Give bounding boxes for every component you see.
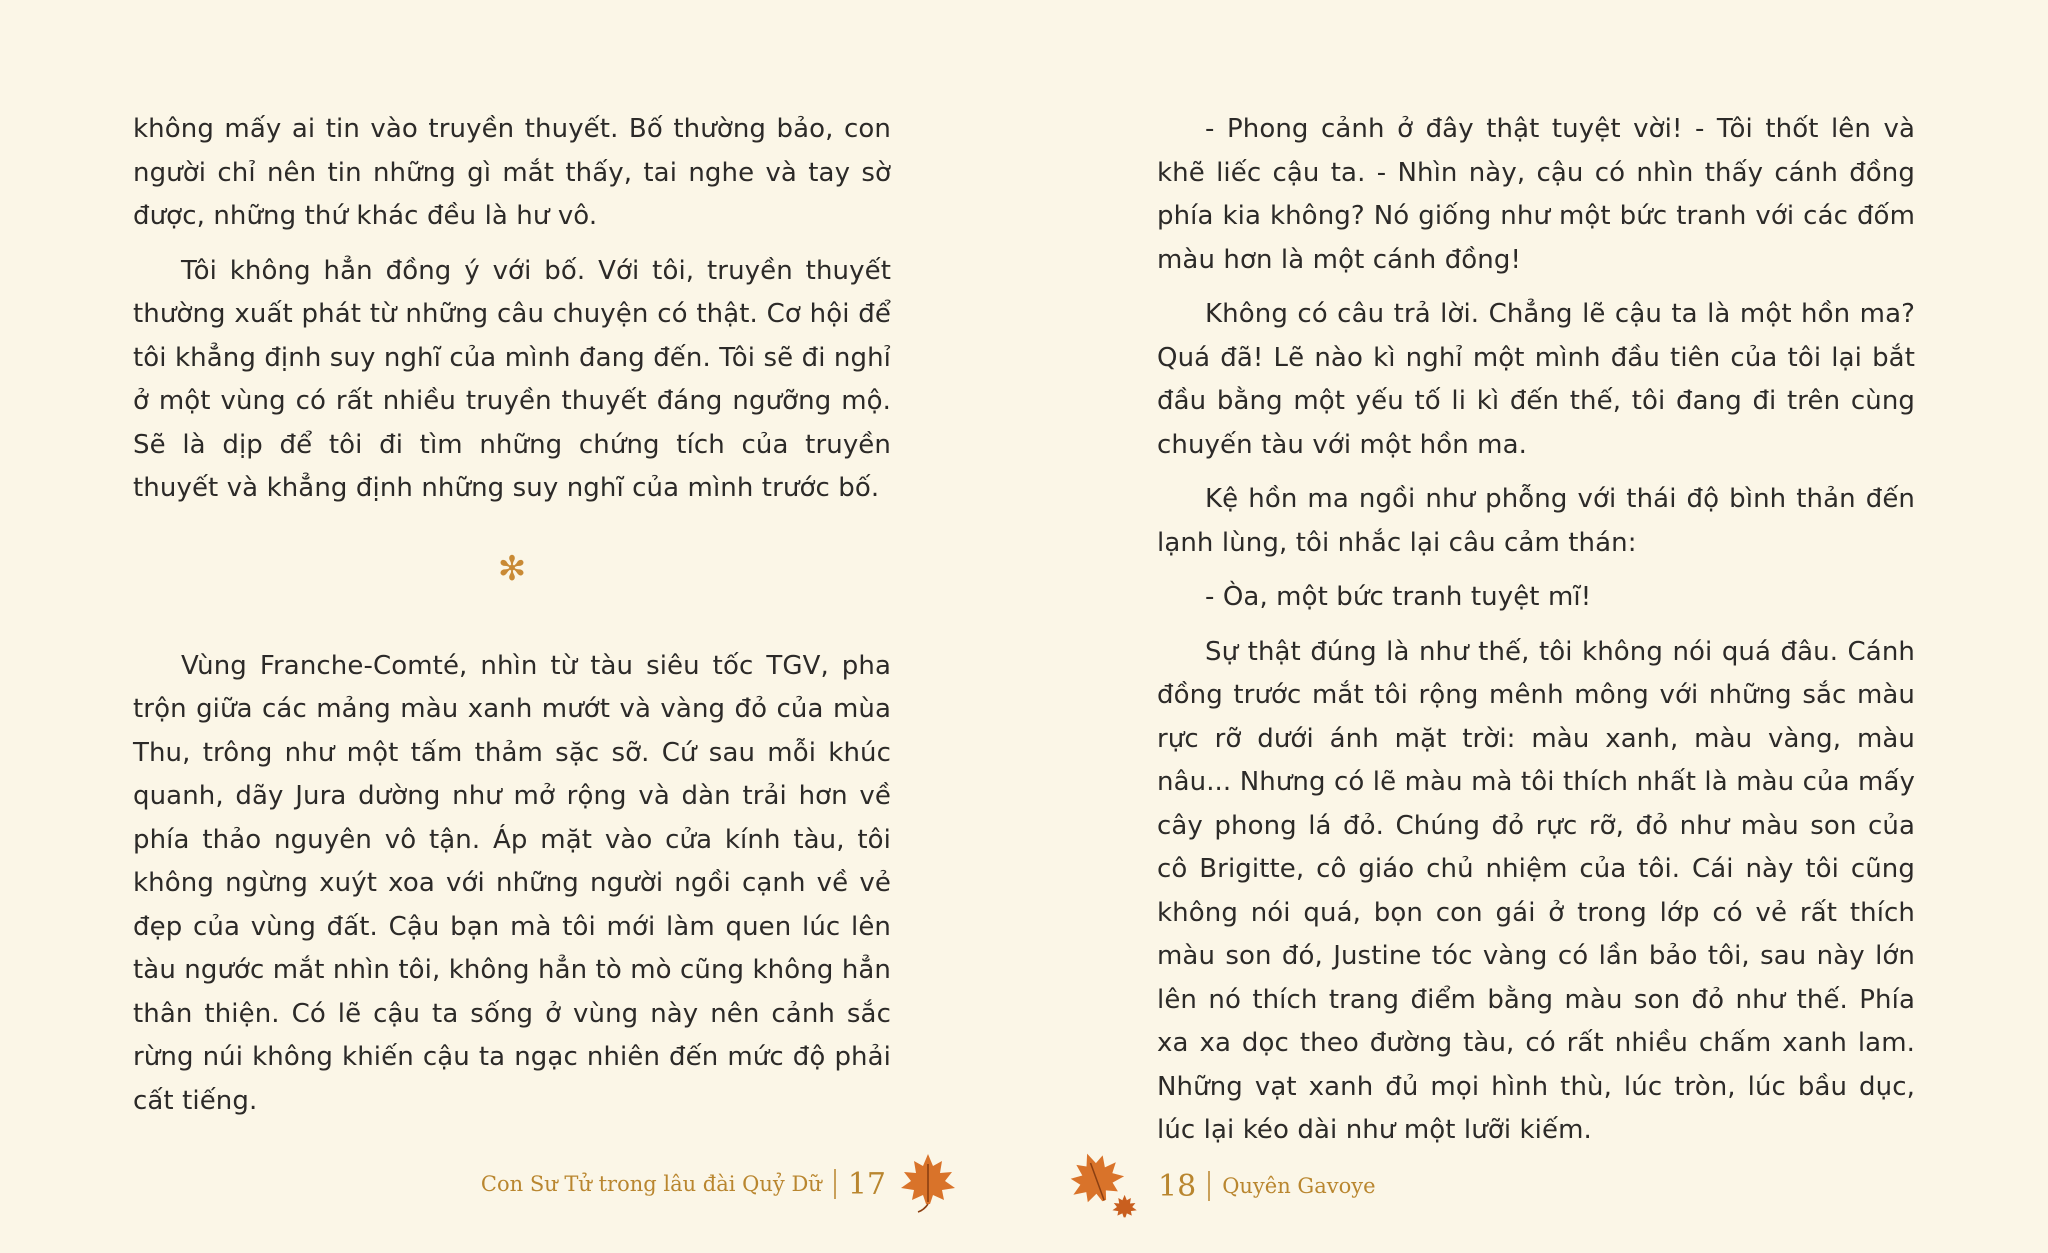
- divider: [834, 1169, 836, 1199]
- author-name: Quyên Gavoye: [1222, 1174, 1376, 1198]
- paragraph: - Phong cảnh ở đây thật tuyệt vời! - Tôi thốt lên và khẽ liếc cậu ta. - Nhìn này, cậu có nhìn thấy cánh đồng phía kia không? Nó giống như một bức tranh với các đốm màu hơn là một cánh đồng!: [1157, 114, 1915, 275]
- divider: [1208, 1171, 1210, 1201]
- paragraph: Tôi không hẳn đồng ý với bố. Với tôi, truyền thuyết thường xuất phát từ những câu chuyện có thật. Cơ hội để tôi khẳng định suy nghĩ của mình đang đến. Tôi sẽ đi nghỉ ở một vùng có rất nhiều truyền thuyết đáng ngưỡng mộ. Sẽ là dịp để tôi đi tìm những chứng tích của truyền thuyết và khẳng định những suy nghĩ của mình trước bố.: [133, 255, 891, 503]
- footer-left: [481, 1150, 958, 1218]
- maple-leaf-icon: [898, 1150, 958, 1218]
- page-number: 17: [847, 1166, 886, 1202]
- footer-right: [1068, 1150, 1376, 1222]
- book-title: Con Sư Tử trong lâu đài Quỷ Dữ: [480, 1172, 822, 1196]
- paragraph: không mấy ai tin vào truyền thuyết. Bố thường bảo, con người chỉ nên tin những gì mắt thấy, tai nghe và tay sờ được, những thứ khác đều là hư vô.: [133, 114, 891, 231]
- paragraph: Không có câu trả lời. Chẳng lẽ cậu ta là một hồn ma? Quá đã! Lẽ nào kì nghỉ một mình đầu tiên của tôi lại bắt đầu bằng một yếu tố li kì đến thế, tôi đang đi trên cùng chuyến tàu với một hồn ma.: [1157, 299, 1915, 460]
- right-page: [1157, 108, 1915, 1153]
- paragraph: - Òa, một bức tranh tuyệt mĩ!: [1205, 582, 1592, 612]
- maple-leaf-icon: [1068, 1150, 1140, 1222]
- section-separator-icon: ✻: [497, 548, 527, 589]
- page-number: 18: [1158, 1168, 1197, 1204]
- paragraph: Vùng Franche-Comté, nhìn từ tàu siêu tốc TGV, pha trộn giữa các mảng màu xanh mướt và vàng đỏ của mùa Thu, trông như một tấm thảm sặc sỡ. Cứ sau mỗi khúc quanh, dãy Jura dường như mở rộng và dàn trải hơn về phía thảo nguyên vô tận. Áp mặt vào cửa kính tàu, tôi không ngừng xuýt xoa với những người ngồi cạnh về vẻ đẹp của vùng đất. Cậu bạn mà tôi mới làm quen lúc lên tàu ngước mắt nhìn tôi, không hẳn tò mò cũng không hẳn thân thiện. Có lẽ cậu ta sống ở vùng này nên cảnh sắc rừng núi không khiến cậu ta ngạc nhiên đến mức độ phải cất tiếng.: [133, 650, 892, 1116]
- paragraph: Kệ hồn ma ngồi như phỗng với thái độ bình thản đến lạnh lùng, tôi nhắc lại câu cảm thán:: [1157, 484, 1915, 558]
- paragraph: Sự thật đúng là như thế, tôi không nói quá đâu. Cánh đồng trước mắt tôi rộng mênh mông với những sắc màu rực rỡ dưới ánh mặt trời: màu xanh, màu vàng, màu nâu... Nhưng có lẽ màu mà tôi thích nhất là màu của mấy cây phong lá đỏ. Chúng đỏ rực rỡ, đỏ như màu son của cô Brigitte, cô giáo chủ nhiệm của tôi. Cái này tôi cũng không nói quá, bọn con gái ở trong lớp có vẻ rất thích màu son đó, Justine tóc vàng có lần bảo tôi, sau này lớn lên nó thích trang điểm bằng màu son đỏ như thế. Phía xa xa dọc theo đường tàu, có rất nhiều chấm xanh lam. Những vạt xanh đủ mọi hình thù, lúc tròn, lúc bầu dục, lúc lại kéo dài như một lưỡi kiếm.: [1157, 636, 1915, 1145]
- left-page: [133, 108, 891, 1123]
